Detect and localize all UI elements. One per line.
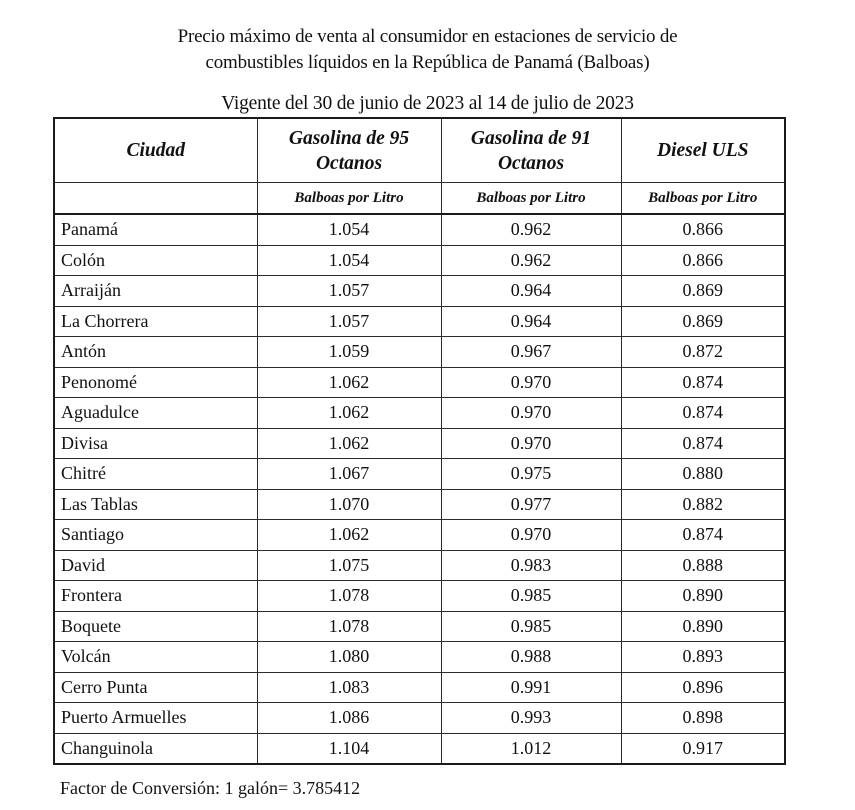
gasoline-91-price-cell: 0.970 [441,428,621,459]
diesel-price-cell: 0.874 [621,398,785,429]
gasoline-95-price-cell: 1.057 [257,276,441,307]
header-gasoline-91: Gasolina de 91 Octanos [441,118,621,183]
gasoline-95-price-cell: 1.086 [257,703,441,734]
diesel-price-cell: 0.880 [621,459,785,490]
gasoline-91-price-cell: 0.964 [441,276,621,307]
gasoline-95-price-cell: 1.070 [257,489,441,520]
table-row [54,550,785,581]
gasoline-95-price-cell: 1.062 [257,520,441,551]
city-cell: Las Tablas [54,489,257,520]
diesel-price-cell: 0.890 [621,611,785,642]
gasoline-95-price-cell: 1.057 [257,306,441,337]
gasoline-91-price-cell: 0.970 [441,520,621,551]
diesel-price-cell: 0.869 [621,306,785,337]
city-cell: Cerro Punta [54,672,257,703]
city-cell: Puerto Armuelles [54,703,257,734]
gasoline-95-price-cell: 1.078 [257,581,441,612]
gasoline-95-price-cell: 1.083 [257,672,441,703]
gasoline-95-price-cell: 1.054 [257,214,441,245]
gasoline-95-price-cell: 1.104 [257,733,441,764]
table-row [54,611,785,642]
gasoline-91-price-cell: 0.991 [441,672,621,703]
diesel-price-cell: 0.874 [621,367,785,398]
diesel-price-cell: 0.874 [621,428,785,459]
diesel-price-cell: 0.872 [621,337,785,368]
gasoline-91-price-cell: 0.977 [441,489,621,520]
city-cell: Divisa [54,428,257,459]
table-row [54,642,785,673]
gasoline-95-price-cell: 1.054 [257,245,441,276]
diesel-price-cell: 0.882 [621,489,785,520]
table-row [54,428,785,459]
table-row [54,703,785,734]
city-cell: Chitré [54,459,257,490]
table-row [54,581,785,612]
gasoline-91-price-cell: 0.964 [441,306,621,337]
table-row [54,306,785,337]
table-row [54,489,785,520]
city-cell: Penonomé [54,367,257,398]
table-body [54,214,785,764]
gasoline-95-price-cell: 1.059 [257,337,441,368]
gasoline-95-price-cell: 1.075 [257,550,441,581]
city-cell: Frontera [54,581,257,612]
gasoline-91-price-cell: 0.985 [441,581,621,612]
city-cell: Boquete [54,611,257,642]
gasoline-95-price-cell: 1.067 [257,459,441,490]
document-title-line-2: combustibles líquidos en la República de Panamá (Balboas) [205,52,650,73]
header-diesel: Diesel ULS [621,118,785,183]
diesel-price-cell: 0.866 [621,245,785,276]
gasoline-91-price-cell: 0.975 [441,459,621,490]
fuel-price-table [53,117,786,765]
table-row [54,214,785,245]
validity-period: Vigente del 30 de junio de 2023 al 14 de julio de 2023 [221,93,634,114]
gasoline-91-price-cell: 0.970 [441,398,621,429]
document-title-line-1: Precio máximo de venta al consumidor en estaciones de servicio de [177,26,678,47]
gasoline-91-price-cell: 0.988 [441,642,621,673]
gasoline-91-price-cell: 0.962 [441,214,621,245]
gasoline-91-price-cell: 0.962 [441,245,621,276]
diesel-price-cell: 0.893 [621,642,785,673]
diesel-price-cell: 0.917 [621,733,785,764]
header-row [54,118,785,183]
city-cell: David [54,550,257,581]
table-row [54,337,785,368]
gasoline-95-price-cell: 1.078 [257,611,441,642]
header-gasoline-95: Gasolina de 95 Octanos [257,118,441,183]
gasoline-91-price-cell: 1.012 [441,733,621,764]
conversion-factor-note: Factor de Conversión: 1 galón= 3.785412 [60,778,361,798]
diesel-price-cell: 0.866 [621,214,785,245]
table-row [54,367,785,398]
diesel-price-cell: 0.874 [621,520,785,551]
city-cell: Aguadulce [54,398,257,429]
units-row [54,183,785,215]
table-row [54,733,785,764]
gasoline-91-price-cell: 0.985 [441,611,621,642]
gasoline-91-price-cell: 0.967 [441,337,621,368]
diesel-price-cell: 0.888 [621,550,785,581]
gasoline-91-price-cell: 0.993 [441,703,621,734]
diesel-price-cell: 0.898 [621,703,785,734]
header-city: Ciudad [54,118,257,183]
unit-city [54,183,257,215]
city-cell: Panamá [54,214,257,245]
unit-gasoline-91: Balboas por Litro [441,183,621,215]
city-cell: Arraiján [54,276,257,307]
city-cell: Colón [54,245,257,276]
table-row [54,520,785,551]
table-row [54,672,785,703]
city-cell: Santiago [54,520,257,551]
diesel-price-cell: 0.890 [621,581,785,612]
table-row [54,245,785,276]
table-row [54,459,785,490]
city-cell: Volcán [54,642,257,673]
gasoline-95-price-cell: 1.080 [257,642,441,673]
diesel-price-cell: 0.869 [621,276,785,307]
unit-diesel: Balboas por Litro [621,183,785,215]
table-row [54,398,785,429]
gasoline-91-price-cell: 0.983 [441,550,621,581]
city-cell: La Chorrera [54,306,257,337]
gasoline-95-price-cell: 1.062 [257,428,441,459]
diesel-price-cell: 0.896 [621,672,785,703]
city-cell: Antón [54,337,257,368]
gasoline-95-price-cell: 1.062 [257,398,441,429]
unit-gasoline-95: Balboas por Litro [257,183,441,215]
table-row [54,276,785,307]
city-cell: Changuinola [54,733,257,764]
gasoline-91-price-cell: 0.970 [441,367,621,398]
gasoline-95-price-cell: 1.062 [257,367,441,398]
